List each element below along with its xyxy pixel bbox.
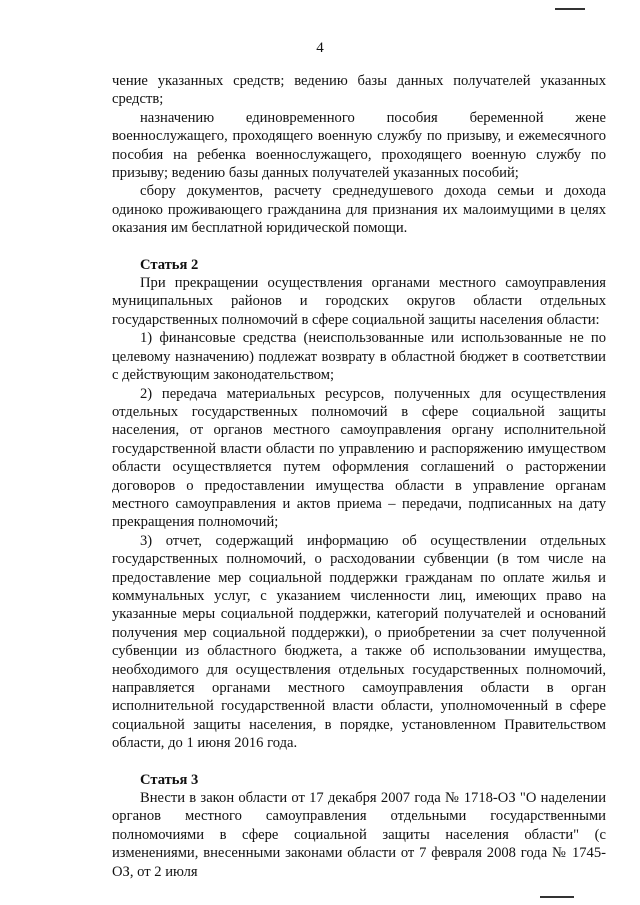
paragraph: чение указанных средств; ведению базы данных получателей указанных средств; [112,73,606,108]
paragraph: Внести в закон области от 17 декабря 2007 года № 1718-ОЗ "О наделении органов местного самоуправления отдельными государственными полномочиями в сфере социальной защиты населения области" (с изменениями, внесенными законами области от 7 февраля 2008 года № 1745-ОЗ, от 2 июля [112,790,606,880]
paragraph: сбору документов, расчету среднедушевого дохода семьи и дохода одиноко проживающего гражданина для признания их малоимущими в целях оказания им бесплатной юридической помощи. [112,183,606,237]
scan-artifact-mark [540,896,574,898]
article-heading: Статья 3 [140,771,199,788]
paragraph: При прекращении осуществления органами местного самоуправления муниципальных районов и городских округов области отдельных государственных полномочий в сфере социальной защиты населения области: [112,275,606,328]
paragraph: 3) отчет, содержащий информацию об осуществлении отдельных государственных полномочий, о расходовании субвенции (в том числе на предоставление мер социальной поддержки гражданам по оплате жилья и коммунальных услуг, с указанием численности лиц, имеющих право на указанные меры социальной поддержки, категорий получателей и оснований получения мер социальной поддержки), о приобретении за счет полученной субвенции из областного бюджета, а также об использовании имущества, необходимого для осуществления отдельных государственных полномочий, направляется органами местного самоуправления области в орган исполнительной государственной власти области, уполномоченный в сфере социальной защиты населения, в порядке, установленном Правительством области, до 1 июня 2016 года. [112,532,606,752]
paragraph: 2) передача материальных ресурсов, полученных для осуществления отдельных государственных полномочий в сфере социальной защиты населения, от органов местного самоуправления органу исполнительной государственной власти области по управлению и распоряжению имуществом области осуществляется путем оформления соглашений о расторжении договоров о предоставлении имущества области в управление органам местного самоуправления и актов приема – передачи, подписанных на дату прекращения полномочий; [112,385,606,531]
document-body [112,72,606,881]
scan-artifact-mark [555,8,585,10]
spacer [112,238,606,256]
article-heading: Статья 2 [140,256,199,273]
article-2 [112,256,606,753]
spacer [112,753,606,771]
top-section [112,72,606,238]
article-3 [112,771,606,881]
page-number: 4 [316,40,324,56]
paragraph: назначению единовременного пособия беременной жене военнослужащего, проходящего военную службу по призыву, и ежемесячного пособия на ребенка военнослужащего, проходящего военную службу по призыву; ведению базы данных получателей указанных пособий; [112,109,606,182]
paragraph: 1) финансовые средства (неиспользованные или использованные не по целевому назначению) подлежат возврату в областной бюджет в соответствии с действующим законодательством; [112,330,606,384]
